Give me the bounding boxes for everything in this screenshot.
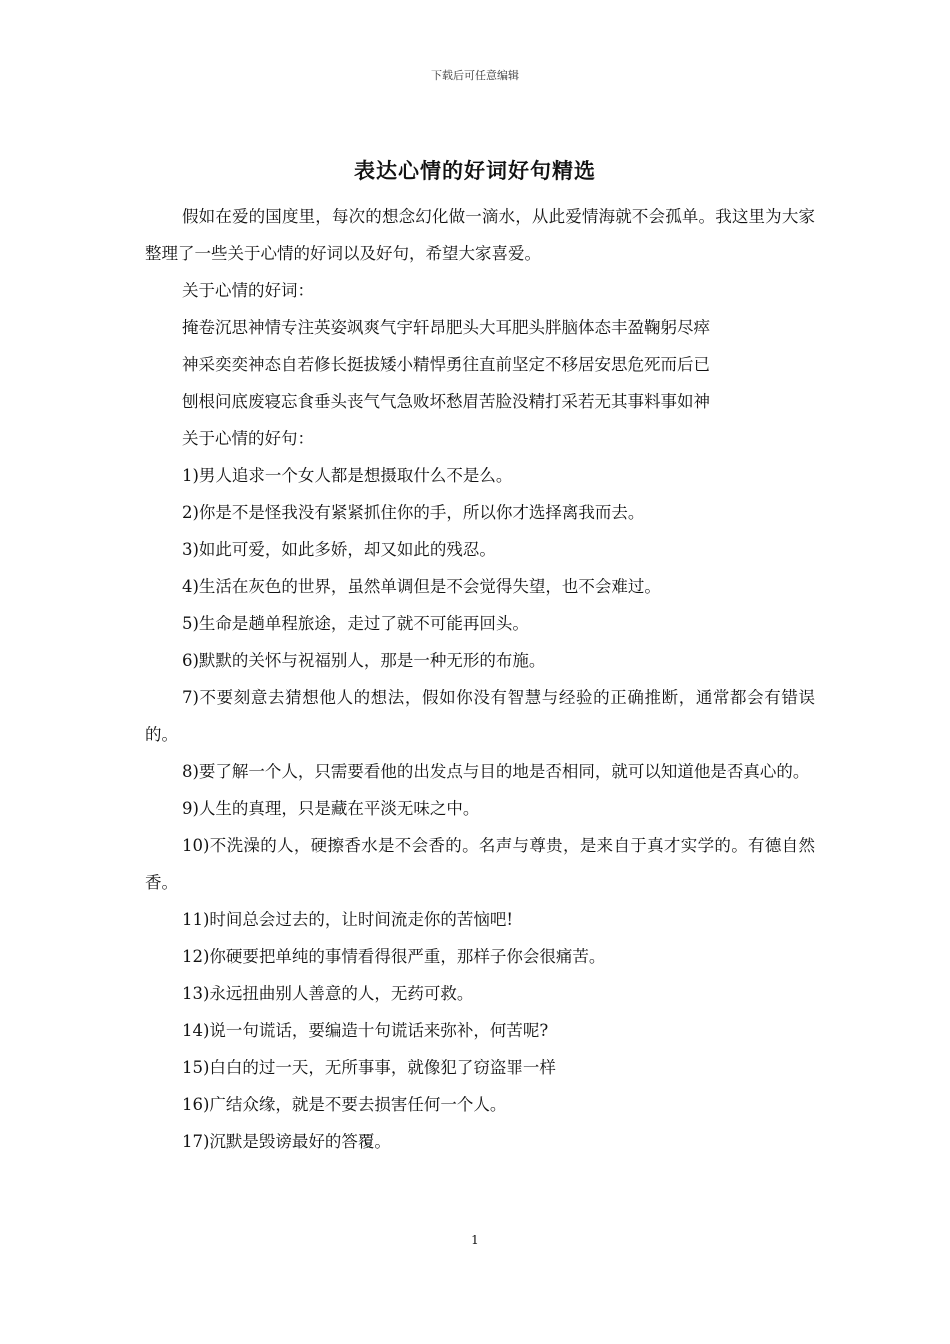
list-item: 7)不要刻意去猜想他人的想法，假如你没有智慧与经验的正确推断，通常都会有错误的。 <box>145 688 815 744</box>
page-title: 表达心情的好词好句精选 <box>354 159 596 183</box>
list-item: 16)广结众缘，就是不要去损害任何一个人。 <box>182 1095 507 1114</box>
list-item: 10)不洗澡的人，硬擦香水是不会香的。名声与尊贵，是来自于真才实学的。有德自然香。 <box>145 836 815 892</box>
paragraph: 关于心情的好词： <box>182 281 314 300</box>
list-item: 2)你是不是怪我没有紧紧抓住你的手，所以你才选择离我而去。 <box>182 503 645 522</box>
list-item: 12)你硬要把单纯的事情看得很严重，那样子你会很痛苦。 <box>182 947 606 966</box>
page-number: 1 <box>471 1233 479 1247</box>
list-item: 3)如此可爱，如此多娇，却又如此的残忍。 <box>182 540 496 559</box>
document-body <box>145 198 815 1160</box>
list-item: 14)说一句谎话，要编造十句谎话来弥补，何苦呢? <box>182 1021 549 1040</box>
paragraph: 掩卷沉思神情专注英姿飒爽气宇轩昂肥头大耳肥头胖脑体态丰盈鞠躬尽瘁 <box>182 318 710 337</box>
paragraph: 关于心情的好句： <box>182 429 314 448</box>
list-item: 15)白白的过一天，无所事事，就像犯了窃盗罪一样 <box>182 1058 556 1077</box>
list-item: 6)默默的关怀与祝福别人，那是一种无形的布施。 <box>182 651 546 670</box>
paragraph: 神采奕奕神态自若修长挺拔矮小精悍勇往直前坚定不移居安思危死而后已 <box>182 355 710 374</box>
list-item: 13)永远扭曲别人善意的人，无药可救。 <box>182 984 474 1003</box>
list-item: 17)沉默是毁谤最好的答覆。 <box>182 1132 391 1151</box>
header-note: 下载后可任意编辑 <box>431 69 519 82</box>
list-item: 11)时间总会过去的，让时间流走你的苦恼吧! <box>182 910 514 929</box>
list-item: 1)男人追求一个女人都是想摄取什么不是么。 <box>182 466 513 485</box>
list-item: 4)生活在灰色的世界，虽然单调但是不会觉得失望，也不会难过。 <box>182 577 661 596</box>
list-item: 8)要了解一个人，只需要看他的出发点与目的地是否相同，就可以知道他是否真心的。 <box>182 762 810 781</box>
paragraph: 刨根问底废寝忘食垂头丧气气急败坏愁眉苦脸没精打采若无其事料事如神 <box>182 392 710 411</box>
list-item: 5)生命是趟单程旅途，走过了就不可能再回头。 <box>182 614 529 633</box>
list-item: 9)人生的真理，只是藏在平淡无味之中。 <box>182 799 480 818</box>
paragraph: 假如在爱的国度里，每次的想念幻化做一滴水，从此爱情海就不会孤单。我这里为大家整理了一些关于心情的好词以及好句，希望大家喜爱。 <box>145 207 815 263</box>
